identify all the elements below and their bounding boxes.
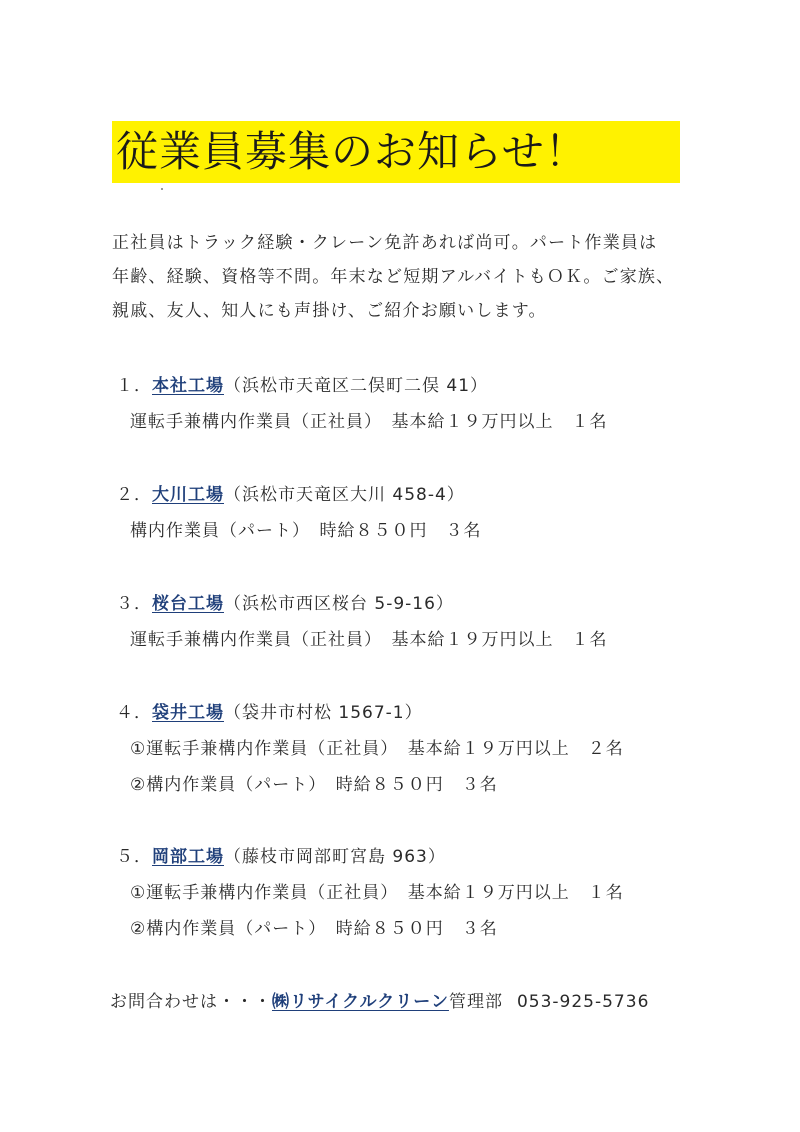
section-heading <box>116 481 465 509</box>
company-name: ㈱リサイクルクリーン <box>272 992 449 1012</box>
factory-address: （浜松市天竜区大川 458-4） <box>224 485 465 505</box>
factory-name: 岡部工場 <box>152 847 224 867</box>
job-line: 構内作業員（パート） 時給８５０円 ３名 <box>130 521 482 541</box>
factory-name: 大川工場 <box>152 485 224 505</box>
section-number: １． <box>116 376 152 396</box>
contact-department: 管理部 <box>448 992 503 1012</box>
contact-prefix: お問合わせは・・・ <box>110 992 272 1012</box>
factory-address: （藤枝市岡部町宮島 963） <box>224 847 446 867</box>
factory-address: （袋井市村松 1567-1） <box>224 703 423 723</box>
section-number: ２． <box>116 485 152 505</box>
contact-phone: 053-925-5736 <box>516 992 650 1012</box>
job-line: ②構内作業員（パート） 時給８５０円 ３名 <box>130 775 498 795</box>
intro-paragraph <box>112 226 712 328</box>
factory-name: 桜台工場 <box>152 594 224 614</box>
section-heading <box>116 372 488 400</box>
intro-line: 親戚、友人、知人にも声掛け、ご紹介お願いします。 <box>112 301 547 321</box>
job-line: 運転手兼構内作業員（正社員） 基本給１９万円以上 １名 <box>130 630 608 650</box>
job-line: ①運転手兼構内作業員（正社員） 基本給１９万円以上 １名 <box>130 883 624 903</box>
intro-line: 年齢、経験、資格等不問。年末など短期アルバイトもＯＫ。ご家族、 <box>112 267 675 287</box>
job-line: 運転手兼構内作業員（正社員） 基本給１９万円以上 １名 <box>130 412 608 432</box>
job-line: ①運転手兼構内作業員（正社員） 基本給１９万円以上 ２名 <box>130 739 624 759</box>
contact-line <box>110 988 649 1016</box>
factory-address: （浜松市西区桜台 5-9-16） <box>224 594 454 614</box>
factory-name: 袋井工場 <box>152 703 224 723</box>
intro-line: 正社員はトラック経験・クレーン免許あれば尚可。パート作業員は <box>112 233 658 253</box>
factory-address: （浜松市天竜区二俣町二俣 41） <box>224 376 489 396</box>
page-title: 従業員募集のお知らせ！ <box>116 127 588 176</box>
job-line: ②構内作業員（パート） 時給８５０円 ３名 <box>130 919 498 939</box>
section-heading <box>116 699 423 727</box>
section-heading <box>116 590 454 618</box>
section-number: ５． <box>116 847 152 867</box>
section-number: ４． <box>116 703 152 723</box>
scan-speck <box>161 188 163 190</box>
factory-name: 本社工場 <box>152 376 224 396</box>
section-number: ３． <box>116 594 152 614</box>
section-heading <box>116 843 446 871</box>
